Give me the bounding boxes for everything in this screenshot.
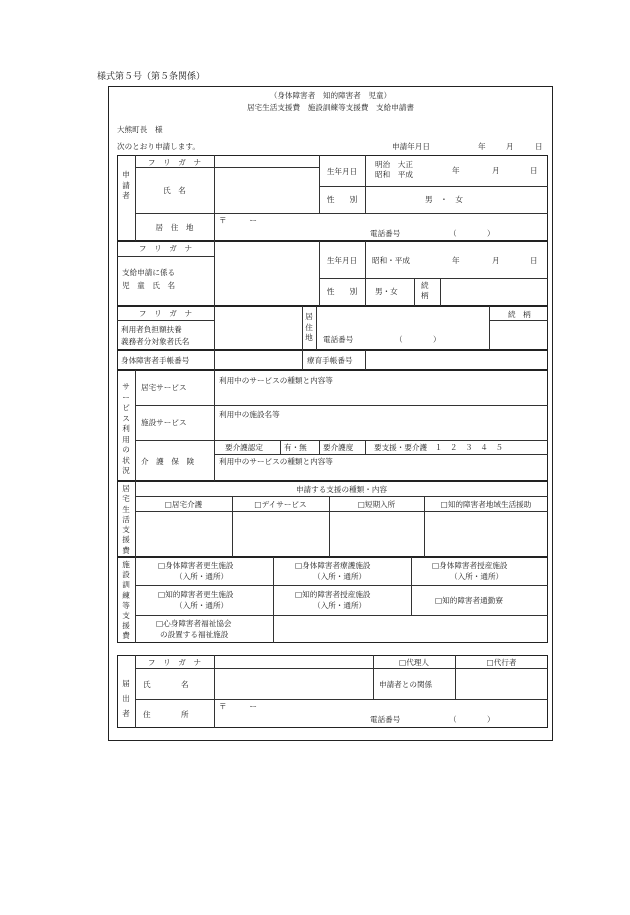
facility-item-7-line2: の設置する福祉施設 [160,630,229,639]
home-support-option-1[interactable]: □居宅介護 [164,500,203,509]
payer-label-line1: 利用者負担額扶養 [121,325,182,334]
applicant-name-label: 氏 名 [163,186,186,195]
service-status-section-label: サービス利用の状況 [122,382,130,475]
applicant-birth-month: 月 [492,166,500,175]
facility-item-7[interactable]: □心身障害者福祉協会 [156,619,232,628]
care-degree-label: 要介護度 [323,443,354,452]
child-birth-day: 日 [530,256,538,265]
notifier-address-label: 住 所 [143,710,189,719]
notifier-relation-label: 申請者との関係 [379,680,433,689]
facility-item-1-mode: （入所・通所） [175,572,229,581]
applicant-birthdate-label: 生年月日 [326,167,358,176]
facility-item-3-mode: （入所・通所） [450,572,504,581]
payer-phone-label: 電話番号 [323,335,354,344]
notifier-postal-mark: 〒 ー [219,702,257,711]
notifier-name-label: 氏 名 [143,680,189,689]
applicant-address-label: 居 住 地 [155,223,194,232]
child-birth-month: 月 [492,256,500,265]
facility-service-detail-label: 利用中の施設名等 [219,410,280,419]
facility-item-5[interactable]: □知的障害者授産施設 [295,590,371,599]
home-support-option-2[interactable]: □デイサービス [254,500,307,509]
form-subtitle: （身体障害者 知的障害者 児童） [269,91,392,100]
form-number: 様式第５号（第５条関係） [97,72,206,82]
payer-relation-label: 続 柄 [508,310,531,319]
date-month-label: 月 [506,142,514,151]
home-support-option-4[interactable]: □知的障害者地域生活援助 [440,500,532,509]
notifier-proxy-option[interactable]: □代行者 [486,658,517,667]
child-relation-label: 続柄 [421,281,429,300]
notifier-agent-option[interactable]: □代理人 [399,658,429,667]
facility-item-4-mode: （入所・通所） [175,601,229,610]
care-levels: 要支援・要介護 １ ２ ３ ４ ５ [374,443,504,452]
intro-text: 次のとおり申請します。 [117,142,200,151]
child-furigana-label: フ リ ガ ナ [138,244,193,253]
application-date-label: 申請年月日 [392,142,430,151]
child-birthdate-label: 生年月日 [326,256,358,265]
care-insurance-label: 介 護 保 険 [141,457,195,466]
payer-furigana-label: フ リ ガ ナ [138,309,193,318]
home-service-label: 居宅サービス [141,383,187,392]
applicant-era-1: 明治 大正 [375,160,413,169]
child-label-line1: 支給申請に係る [122,268,176,277]
payer-residence-label: 居住地 [305,312,313,342]
facility-support-section-label: 施設訓練等支援費 [122,560,130,641]
facility-service-label: 施設サービス [141,418,187,427]
child-sex-options: 男・女 [375,287,398,296]
notifier-phone-label: 電話番号 [370,715,401,724]
facility-item-6[interactable]: □知的障害者通勤寮 [435,596,503,605]
applicant-birth-day: 日 [530,166,538,175]
payer-phone-parens: （ ） [395,335,441,344]
facility-item-2[interactable]: □身体障害者療護施設 [295,561,371,570]
child-sex-label: 性 別 [326,287,358,296]
applicant-birth-year: 年 [452,166,460,175]
care-yes-no: 有・無 [284,443,307,452]
home-support-option-3[interactable]: □短期入所 [357,500,396,509]
applicant-era-2: 昭和 平成 [375,170,413,179]
facility-item-5-mode: （入所・通所） [313,601,367,610]
notifier-section-label: 届出者 [122,679,130,718]
child-label-line2: 児 童 氏 名 [122,281,176,290]
child-era: 昭和・平成 [372,256,410,265]
date-year-label: 年 [478,142,486,151]
applicant-phone-label: 電話番号 [370,229,401,238]
applicant-phone-parens: （ ） [449,229,495,238]
addressee: 大熊町長 様 [117,125,163,134]
home-support-header: 申請する支援の種類・内容 [295,485,388,494]
applicant-sex-options: 男 ・ 女 [425,195,463,204]
care-detail-label: 利用中のサービスの種類と内容等 [219,457,333,466]
facility-item-3[interactable]: □身体障害者授産施設 [432,561,508,570]
facility-item-4[interactable]: □知的障害者更生施設 [158,590,234,599]
child-birth-year: 年 [452,256,460,265]
notifier-phone-parens: （ ） [449,715,495,724]
home-service-detail-label: 利用中のサービスの種類と内容等 [219,376,333,385]
payer-label-line2: 義務者分対象者氏名 [121,337,190,346]
date-day-label: 日 [535,142,543,151]
applicant-postal-mark: 〒 ー [219,216,257,225]
facility-item-2-mode: （入所・通所） [313,572,367,581]
notifier-furigana-label: フ リ ガ ナ [147,658,202,667]
applicant-section-label: 申請者 [122,170,130,200]
applicant-sex-label: 性 別 [326,195,358,204]
physical-handbook-label: 身体障害者手帳番号 [121,356,190,365]
applicant-furigana-label: フ リ ガ ナ [147,158,202,167]
facility-item-1[interactable]: □身体障害者更生施設 [158,561,234,570]
care-cert-label: 要介護認定 [225,443,263,452]
home-support-section-label: 居宅生活支援費 [122,484,130,555]
form-title: 居宅生活支援費 施設訓練等支援費 支給申請書 [246,103,415,112]
rehab-handbook-label: 療育手帳番号 [307,356,353,365]
